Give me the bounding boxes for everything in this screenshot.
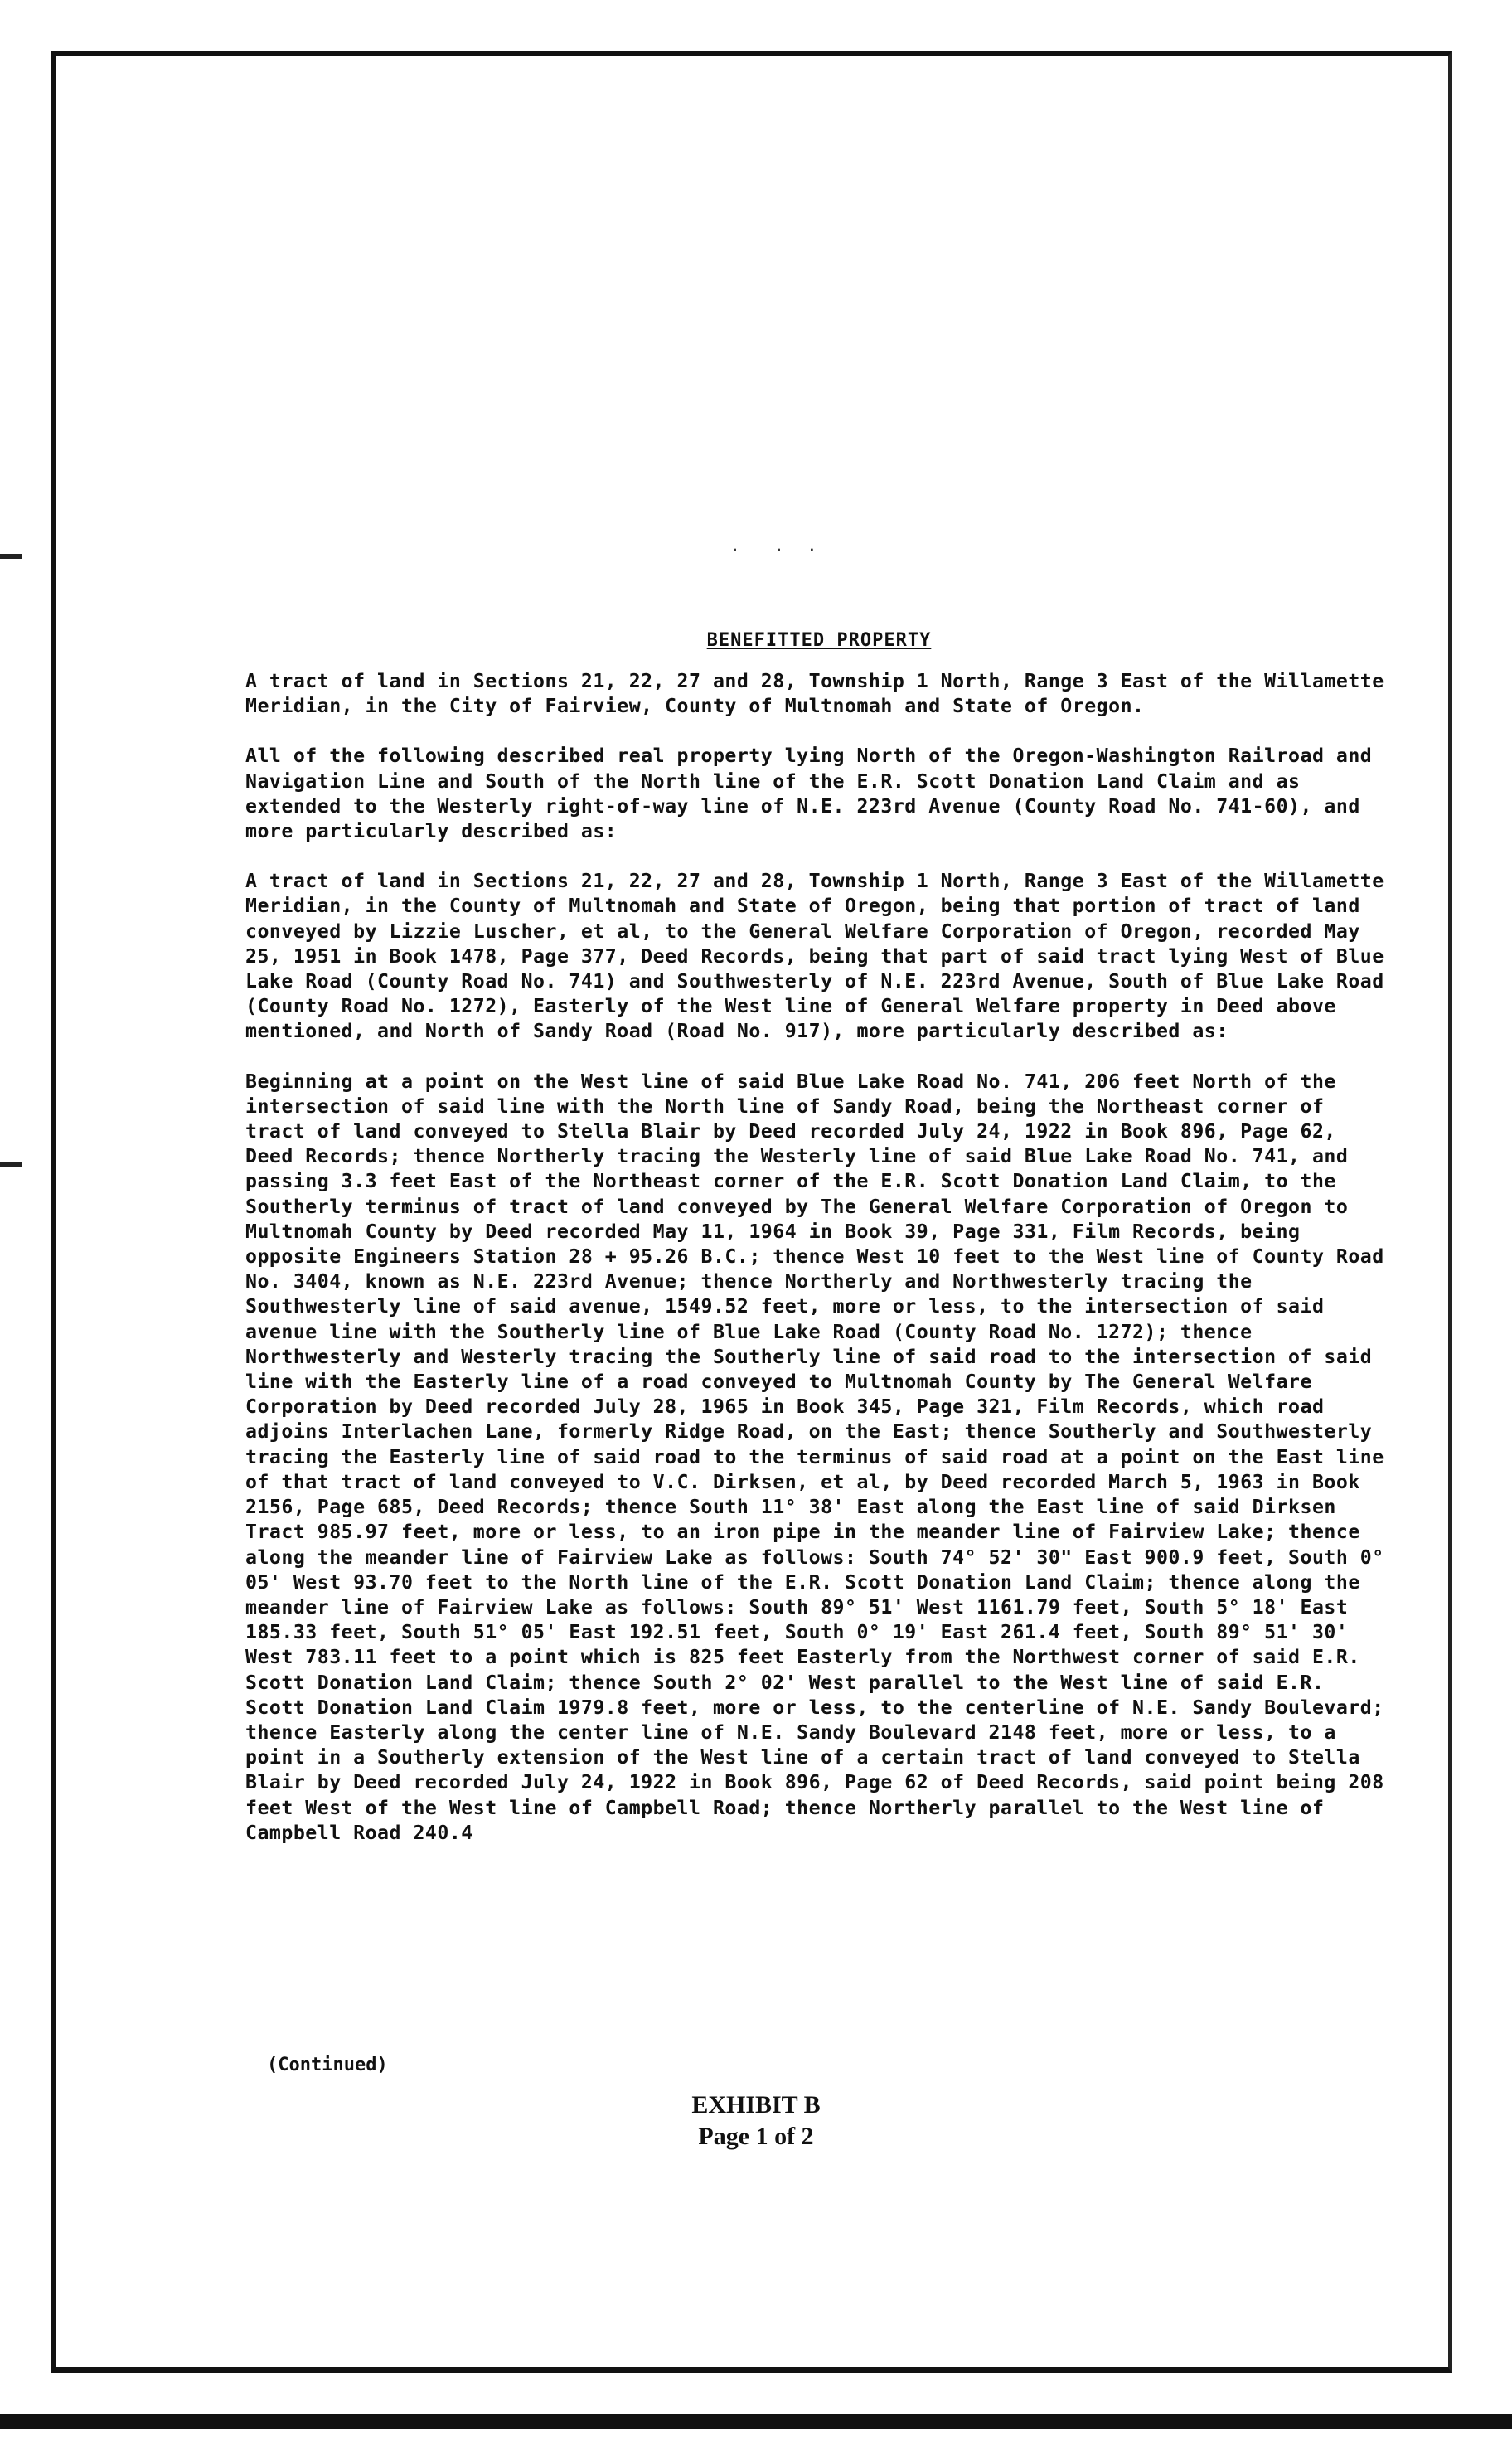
- paragraph: All of the following described real property lying North of the Oregon-Washington Railroad and Navigation Line and South of the North line of the E.R. Scott Donation Land Claim and as extended to the Westerly right-of-way line of N.E. 223rd Avenue (County Road No. 741-60), and more particularly described as:: [245, 745, 1373, 843]
- exhibit-title: EXHIBIT B: [691, 2091, 821, 2118]
- scan-specks: · · ·: [729, 541, 817, 561]
- scan-margin-mark: [0, 554, 22, 559]
- document-body: [245, 630, 1393, 1871]
- continued-note: (Continued): [267, 2055, 388, 2075]
- paragraph: A tract of land in Sections 21, 22, 27 and 28, Township 1 North, Range 3 East of the Willamette Meridian, in the City of Fairview, County of Multnomah and State of Oregon.: [245, 670, 1384, 718]
- paragraph: Beginning at a point on the West line of said Blue Lake Road No. 741, 206 feet North of the intersection of said line with the North line of Sandy Road, being the Northeast corner of tract of land conveyed to Stella Blair by Deed recorded July 24, 1922 in Book 896, Page 62, Deed Records; thence Northerly tracing the Westerly line of said Blue Lake Road No. 741, and passing 3.3 feet East of the Northeast corner of the E.R. Scott Donation Land Claim, to the Southerly terminus of tract of land conveyed by The General Welfare Corporation of Oregon to Multnomah County by Deed recorded May 11, 1964 in Book 39, Page 331, Film Records, being opposite Engineers Station 28 + 95.26 B.C.; thence West 10 feet to the West line of County Road No. 3404, known as N.E. 223rd Avenue; thence Northerly and Northwesterly tracing the Southwesterly line of said avenue, 1549.52 feet, more or less, to the intersection of said avenue line with the Southerly line of Blue Lake Road (County Road No. 1272); thence Northwesterly and Westerly tracing the Southerly line of said road to the intersection of said line with the Easterly line of a road conveyed to Multnomah County by The General Welfare Corporation by Deed recorded July 28, 1965 in Book 345, Page 321, Film Records, which road adjoins Interlachen Lane, formerly Ridge Road, on the East; thence Southerly and Southwesterly tracing the Easterly line of said road to the terminus of said road at a point on the East line of that tract of land conveyed to V.C. Dirksen, et al, by Deed recorded March 5, 1963 in Book 2156, Page 685, Deed Records; thence South 11° 38' East along the East line of said Dirksen Tract 985.97 feet, more or less, to an iron pipe in the meander line of Fairview Lake; thence along the meander line of Fairview Lake as follows: South 74° 52' 30" East 900.9 feet, South 0° 05' West 93.70 feet to the North line of the E.R. Scott Donation Land Claim; thence along the meander line of Fairview Lake as follows: South 89° 51' West 1161.79 feet, South 5° 18' East 185.33 feet, South 51° 05' East 192.51 feet, South 0° 19' East 261.4 feet, South 89° 51' 30' West 783.11 feet to a point which is 825 feet Easterly from the Northwest corner of said E.R. Scott Donation Land Claim; thence South 2° 02' West parallel to the West line of said E.R. Scott Donation Land Claim 1979.8 feet, more or less, to the centerline of N.E. Sandy Boulevard; thence Easterly along the center line of N.E. Sandy Boulevard 2148 feet, more or less, to a point in a Southerly extension of the West line of a certain tract of land conveyed to Stella Blair by Deed recorded July 24, 1922 in Book 896, Page 62 of Deed Records, said point being 208 feet West of the West line of Campbell Road; thence Northerly parallel to the West line of Campbell Road 240.4: [245, 1070, 1384, 1844]
- section-heading: BENEFITTED PROPERTY: [706, 630, 932, 651]
- scan-bottom-edge: [0, 2414, 1512, 2429]
- scan-margin-mark: [0, 1162, 22, 1167]
- page-number: Page 1 of 2: [698, 2123, 814, 2150]
- paragraph: A tract of land in Sections 21, 22, 27 and 28, Township 1 North, Range 3 East of the Willamette Meridian, in the County of Multnomah and State of Oregon, being that portion of tract of land conveyed by Lizzie Luscher, et al, to the General Welfare Corporation of Oregon, recorded May 25, 1951 in Book 1478, Page 377, Deed Records, being that part of said tract lying West of Blue Lake Road (County Road No. 741) and Southwesterly of N.E. 223rd Avenue, South of Blue Lake Road (County Road No. 1272), Easterly of the West line of General Welfare property in Deed above mentioned, and North of Sandy Road (Road No. 917), more particularly described as:: [245, 870, 1384, 1043]
